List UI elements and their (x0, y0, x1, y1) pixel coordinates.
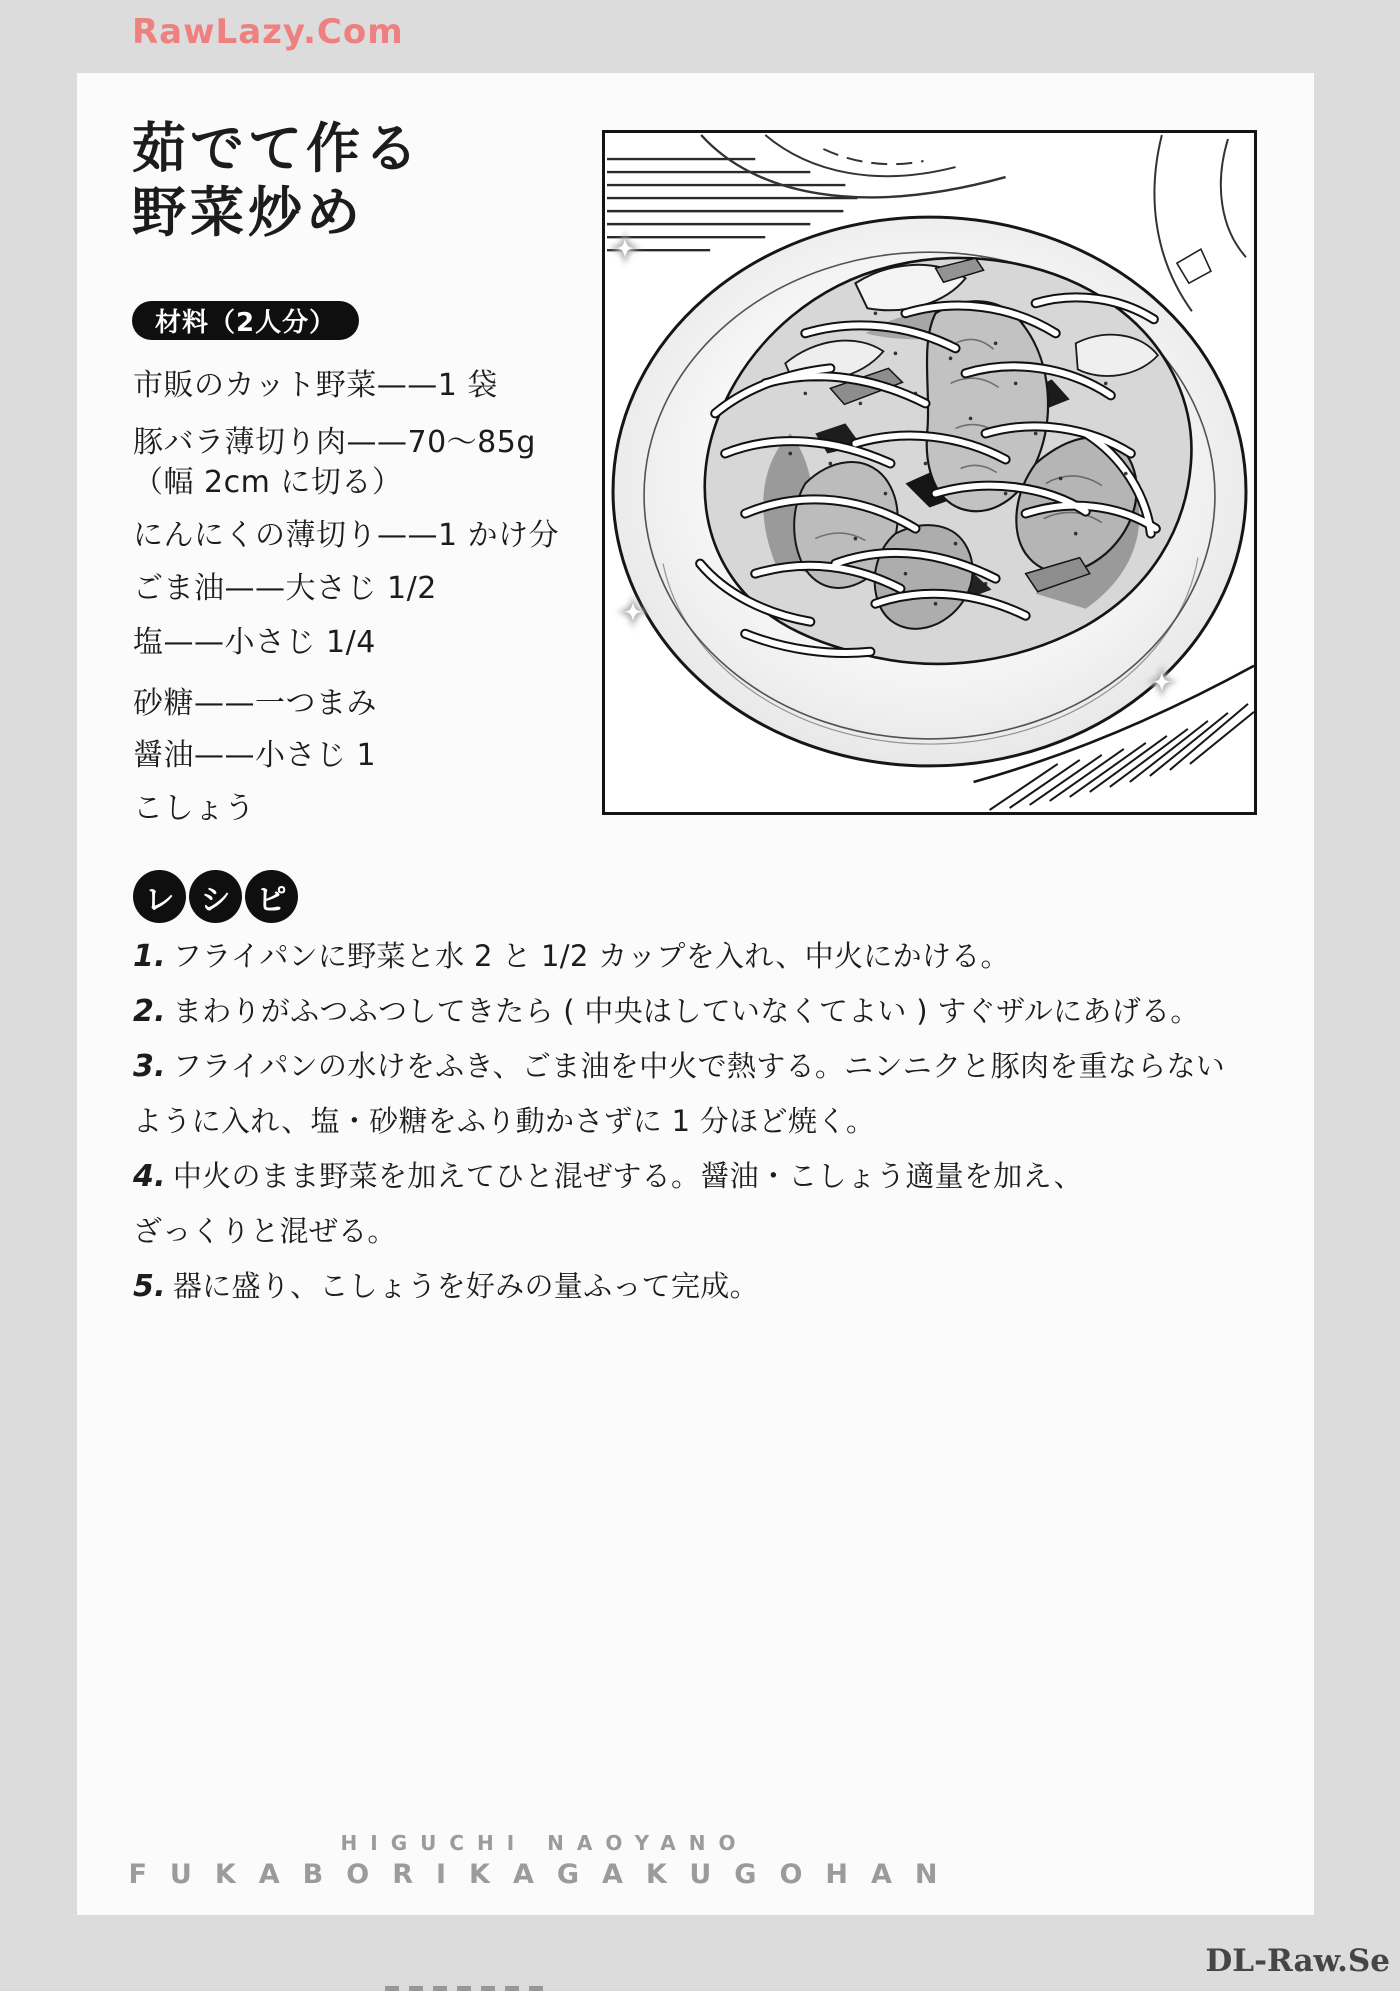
ingredient-row: 豚バラ薄切り肉——70〜85g (133, 425, 536, 460)
step-text: まわりがふつふつしてきたら ( 中央はしていなくてよい ) すぐザルにあげる。 (172, 994, 1200, 1028)
step-number: 2. (133, 994, 166, 1029)
recipe-title-line2: 野菜炒め (132, 181, 364, 244)
step-text: 器に盛り、こしょうを好みの量ふって完成。 (172, 1269, 759, 1303)
step-number: 5. (133, 1269, 166, 1304)
recipe-step (133, 929, 1293, 984)
recipe-section-label (133, 870, 298, 923)
ingredient-row: にんにくの薄切り——1 かけ分 (133, 518, 560, 553)
rawlazy-watermark: RawLazy.Com (132, 12, 404, 52)
recipe-title (132, 117, 422, 245)
ingredient-row: 塩——小さじ 1/4 (133, 625, 376, 660)
step-text: フライパンに野菜と水 2 と 1/2 カップを入れ、中火にかける。 (172, 939, 1010, 973)
author-romaji: HIGUCHI NAOYANO (340, 1831, 749, 1855)
recipe-steps (133, 929, 1293, 1314)
step-text: 中火のまま野菜を加えてひと混ぜする。醤油・こしょう適量を加え、 (172, 1159, 1083, 1193)
step-number: 3. (133, 1049, 166, 1084)
recipe-label-circle: シ (189, 870, 242, 923)
recipe-step-continuation: ざっくりと混ぜる。 (133, 1214, 397, 1248)
ingredient-row: ごま油——大さじ 1/2 (133, 571, 437, 606)
ingredient-row: こしょう (133, 791, 255, 826)
dish-illustration-frame (602, 130, 1257, 815)
recipe-step (133, 984, 1293, 1039)
recipe-step (133, 1149, 1293, 1204)
ingredient-row: 醤油——小さじ 1 (133, 738, 377, 773)
dlraw-watermark: DL-Raw.Se (1205, 1943, 1390, 1979)
recipe-label-circle: レ (133, 870, 186, 923)
recipe-step (133, 1039, 1293, 1094)
ingredient-row: 市販のカット野菜——1 袋 (133, 368, 498, 403)
recipe-step (133, 1259, 1293, 1314)
recipe-page (77, 73, 1314, 1915)
step-text: フライパンの水けをふき、ごま油を中火で熱する。ニンニクと豚肉を重ならない (172, 1049, 1226, 1083)
dish-illustration (605, 133, 1254, 812)
step-number: 4. (133, 1159, 166, 1194)
book-title-romaji: FUKABORIKAGAKUGOHAN (128, 1859, 961, 1890)
recipe-label-circle: ピ (245, 870, 298, 923)
cropped-text-fragment (385, 1986, 545, 1991)
recipe-step-continuation: ように入れ、塩・砂糖をふり動かさずに 1 分ほど焼く。 (133, 1104, 876, 1138)
stray-leaf (1177, 249, 1211, 283)
ingredient-row: 砂糖——一つまみ (133, 686, 377, 721)
ingredients-header-badge: 材料（2人分） (132, 301, 359, 340)
recipe-title-line1: 茹でて作る (132, 117, 422, 180)
step-number: 1. (133, 939, 166, 974)
ingredient-note: （幅 2cm に切る） (133, 465, 403, 500)
